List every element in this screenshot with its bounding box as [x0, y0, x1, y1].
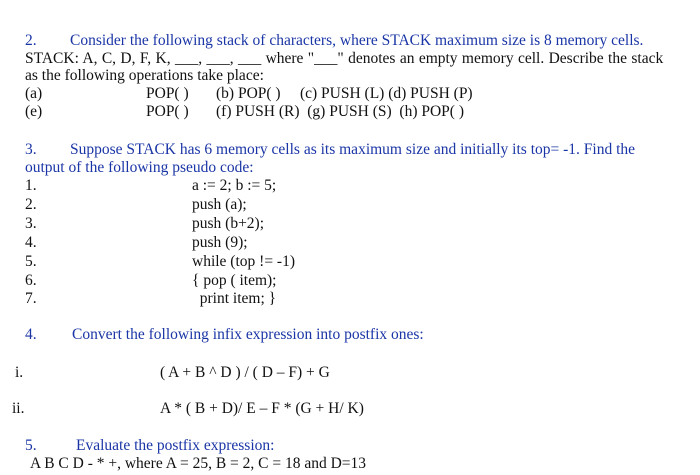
q4-item-label: ii. [12, 400, 25, 417]
q5-number: 5. [25, 437, 37, 454]
q2-number: 2. [25, 32, 37, 49]
q4-title: Convert the following infix expression into postfix ones: [72, 326, 424, 343]
q2-intro: Consider the following stack of characters, where STACK maximum size is 8 memory cells. [70, 32, 644, 49]
q2-op-a: POP( ) [146, 85, 189, 102]
code-line-number: 2. [25, 196, 37, 213]
q3-number: 3. [25, 141, 37, 158]
q2-ops-intro: as the following operations take place: [25, 67, 264, 84]
code-line-text: push (b+2); [192, 215, 265, 232]
q4-item-label: i. [15, 364, 24, 381]
code-line-text: while (top != -1) [192, 253, 296, 270]
q2-stack-line: STACK: A, C, D, F, K, ___, ___, ___ where "___" denotes an empty memory cell. Describe the stack [25, 50, 664, 67]
code-line-number: 4. [25, 234, 37, 251]
q2-op-e: POP( ) [146, 103, 189, 120]
q2-ops-row2: (f) PUSH (R) (g) PUSH (S) (h) POP( ) [216, 103, 464, 120]
q5-postfix-expression: A B C D - * +, where A = 25, B = 2, C = 18 and D=13 [30, 455, 367, 472]
code-line-number: 7. [25, 290, 37, 307]
q5-title: Evaluate the postfix expression: [76, 437, 275, 454]
q2-ops-row1: (b) POP( ) (c) PUSH (L) (d) PUSH (P) [216, 85, 473, 102]
q2-label-e: (e) [25, 103, 43, 120]
code-line-text: a := 2; b := 5; [192, 177, 277, 194]
code-line-number: 5. [25, 253, 37, 270]
q4-number: 4. [25, 326, 37, 343]
code-line-number: 1. [25, 177, 37, 194]
code-line-text: push (9); [192, 234, 248, 251]
q3-line1: Suppose STACK has 6 memory cells as its maximum size and initially its top= -1. Find the [70, 141, 636, 158]
code-line-text: print item; } [192, 290, 277, 307]
code-line-text: { pop ( item); [192, 272, 277, 289]
code-line-text: push (a); [192, 196, 247, 213]
code-line-number: 6. [25, 272, 37, 289]
code-line-number: 3. [25, 215, 37, 232]
q4-infix-expression: A * ( B + D)/ E – F * (G + H/ K) [160, 400, 364, 417]
q4-infix-expression: ( A + B ^ D ) / ( D – F) + G [160, 364, 330, 381]
q3-line2: output of the following pseudo code: [25, 159, 254, 176]
q2-label-a: (a) [25, 85, 43, 102]
